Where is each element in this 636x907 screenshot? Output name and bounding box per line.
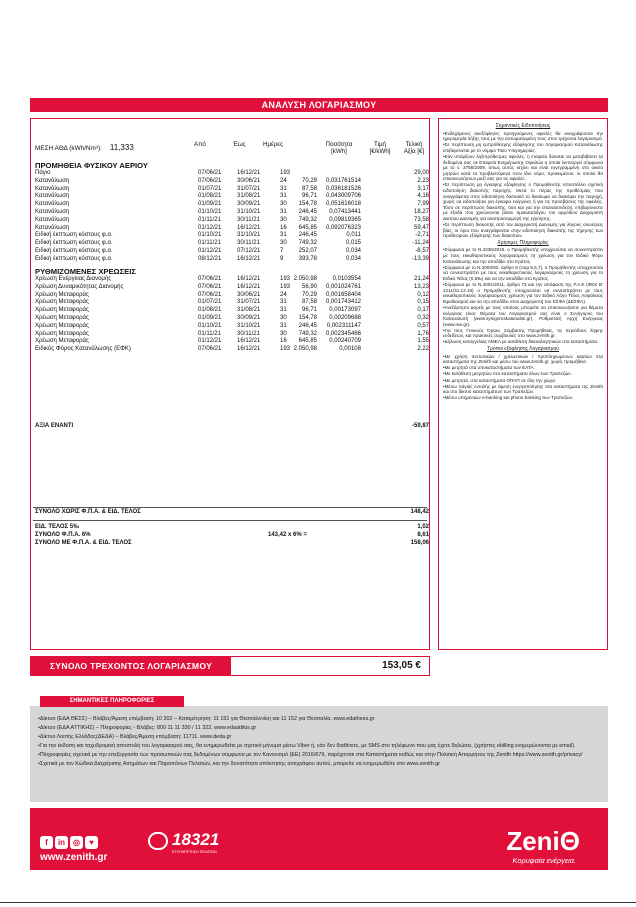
no-vat-value: 148,42 [410,509,429,515]
col-qty: Ποσότητα [kWh] [325,141,353,155]
row-from-date: 07/06/21 [198,170,222,176]
row-days: 24 [280,177,287,184]
notice-text: •Με χρήση πιστωτικών / χρεωστικών / προπληρωμένων καρτών στα καταστήματα της Zenith και μέσω του www.zenith.gr, χωρίς προμήθεια. [443,353,603,365]
row-price: 0,031761514 [325,177,361,184]
row-to-date: 16/12/21 [237,338,261,345]
row-total: 1,76 [417,330,429,337]
row-from-date: 01/11/21 [198,240,221,247]
current-total-amount: 153,05 € [382,660,421,671]
row-total: -8,57 [415,247,429,254]
row-from-date: 01/08/21 [198,193,222,200]
row-days: 193 [280,170,291,176]
info-line: •Πληροφορίες σχετικά με την επεξεργασία των προσωπικών σας δεδομένων σύμφωνα με τον Κανονισμό (ΕΕ) 2016/679, παρέχονται στα Καταστήματα καθώς και στην Πολιτική Απορρήτου της Zenith https://www.zenith.gr/privacy/ [38,752,583,758]
info-line: •Δίκτυο (ΕΔΑ ΑΤΤΙΚΗΣ) – Πληροφορίες - Βλάβες: 800 11 11 330 / 11 322. www.edaattikis.gr [38,725,257,731]
row-total: 3,17 [417,185,429,192]
phone-subtitle: ΕΞΥΠΗΡΕΤΗΣΗ ΠΕΛΑΤΩΝ [172,850,217,854]
table-row [35,338,429,346]
website-link[interactable]: www.zenith.gr [40,852,108,863]
row-quantity: 2.050,98 [293,276,317,282]
special-tax-label: ΕΙΔ. ΤΕΛΟΣ 5‰ [35,524,80,530]
row-total: 0,17 [417,307,429,314]
row-days: 193 [280,276,291,282]
table-row [35,217,429,225]
divider [33,507,427,508]
row-price: 0,036181526 [325,185,361,192]
notice-text: •Σύμφωνα με το Ν.4336/2015, ο Προμηθευτής υποχρεούται να συνεισπράττει με τους εκκαθαριστικούς λογαριασμούς τη χρέωση για τον Ειδικό Φόρο Κατανάλωσης και την αποδίδει στο Κράτος. [443,247,603,264]
row-price: 0,034 [345,247,361,254]
row-description: Ειδική έκπτωση κόστους φ.α. [35,247,113,254]
row-price: 0,043009706 [325,193,361,200]
row-total: -11,24 [412,240,429,247]
notice-text: •Για τους Γενικούς Όρους Σύμβασης Προμήθειας, τις περιόδους λήψης ενδείξεων, και πρακτικές συμβουλές στο www.zenith.gr. [443,327,603,339]
row-total: 0,57 [417,322,429,329]
row-days: 9 [280,255,284,262]
row-total: 18,27 [413,208,429,215]
row-to-date: 30/11/21 [237,330,260,337]
row-price: 0,001024761 [325,283,361,290]
info-line: •Δίκτυο Λοιπής Ελλάδας(ΔΕΔΑ) – Βλάβες/Άμεση επέμβαση: 11711. www.deda.gr [38,734,232,740]
notice-text: •Ανεξάρτητοι φορείς με τους οποίους μπορείτε να επικοινωνήσετε για θέματα ενέργειας είναι: Θέματα του Λογαριασμού σας είναι ο Συνήγορος του Καταναλωτή (www.synigoroskatanaloti.gr), Ρυθμιστική Αρχή Ενέργειας (www.rae.gr). [443,304,603,327]
table-row [35,323,429,331]
row-description: Χρέωση Μεταφοράς [35,299,89,306]
row-description: Χρέωση Δυναμικότητας Διανομής [35,283,124,290]
regulated-rows [35,276,429,354]
info-lines [38,715,600,769]
row-quantity: 749,32 [298,216,317,223]
row-price: 0,00240709 [329,338,361,345]
row-quantity: 246,45 [298,208,317,215]
current-total-label: ΣΥΝΟΛΟ ΤΡΕΧΟΝΤΟΣ ΛΟΓΑΡΙΑΣΜΟΥ [31,657,231,675]
row-price: 0,001743412 [325,299,361,306]
row-price: 0,07413441 [329,208,361,215]
row-total: 21,24 [413,276,429,282]
table-row [35,193,429,201]
row-price: 0,015 [345,240,361,247]
row-from-date: 01/07/21 [198,185,222,192]
row-from-date: 07/06/21 [198,276,222,282]
row-to-date: 07/12/21 [237,247,261,254]
row-total: 73,58 [413,216,429,223]
row-description: Ειδικός Φόρος Κατανάλωσης (ΕΦΚ) [35,346,131,353]
notice-text: •Σε περίπτωση μη έγκαιρης εξόφλησης ο Προμηθευτής αποστέλλει σχετική ειδοποίηση διακοπής παροχής. Μετά το πέρας της προθεσμίας που αναγράφεται στην ειδοποίηση δικτυακό το δικαίωμα να διακόψει την παροχή, χωρίς να ειδοποιήσει για έγκαιρα ενέργειες ή για τις προσβάσεις της οφειλής. Τόσο σε περίπτωση διακοπής, όσο και για την επανασύνδεση, επιβαρύνεστε με έξοδα που χρεώνονται βάσει τιμοκαταλόγου του αρμόδιου Διαχειριστή Δικτύου Διανομής για αναπροσαρμογή της εγγύησης. [443,182,603,221]
with-vat-value: 158,06 [410,539,429,546]
row-total: 0,12 [417,291,429,298]
row-quantity: 2.050,98 [293,346,317,353]
col-price: Τιμή [€/kWh] [369,141,391,155]
notice-text: •Σύμφωνα με το Ν.4001/2011, άρθρο 73 και την απόφαση της Ρ.Α.Ε (ΦΕΚ Β' 1211/31.12.18) ο Προμηθευτής υποχρεούται να συνεισπράττει με τους εκκαθαριστικούς λογαριασμούς χρέωση για τον Ειδικό Λόγο Τέλος Ασφάλειας Εφοδιασμού και να την αποδίδει στον Διαχειριστή του ΕΣΦΑ (ΔΕΣΦΑ). [443,282,603,304]
row-total: -2,71 [415,232,429,239]
row-total: 0,32 [417,314,429,321]
row-to-date: 31/07/21 [237,185,261,192]
row-to-date: 31/08/21 [237,193,261,200]
row-price: 0,09819365 [329,216,361,223]
row-quantity: 70,29 [301,177,317,184]
row-price: 0,002311147 [326,322,361,329]
row-description: Χρέωση Μεταφοράς [35,307,89,314]
tax-block [35,524,429,547]
row-price: 0,011 [346,232,361,239]
notice-text: •Με κατάθεση μετρητών στα καταστήματα όλων των Τραπεζών. [443,371,572,377]
row-quantity: 56,90 [301,283,317,290]
col-days: Ημέρες [263,141,284,148]
row-description: Κατανάλωση [35,208,70,215]
table-row [35,307,429,315]
row-price: 0,092076323 [325,224,361,231]
row-to-date: 16/12/21 [237,170,261,176]
row-quantity: 246,45 [298,322,317,329]
notice-text: •Εάν υπάρξουν ληξιπρόθεσμες οφειλές, η εταιρεία δύναται να μεταβιβάσει τα δεδομένα σας σε Εταιρεία Ενημέρωσης Οφειλών η οποία λειτουργεί σύμφωνα με το ν. 3758/2009, όπως αυτός ισχύει και είναι εγγεγραμμένη στο οικείο μητρώο κατά τα προβλεπόμενα στον ίδιο νόμο, προκειμένου, οι οποίοι θα επικοινωνήσουν μαζί σας για τις οφειλές. [443,153,603,182]
row-description: Χρέωση Ενέργειας Διανομής [35,276,112,282]
phone-number: 18321 [172,830,220,849]
table-row [35,232,429,240]
row-to-date: 30/11/21 [237,240,260,247]
row-from-date: 01/12/21 [198,338,222,345]
row-from-date: 01/10/21 [198,322,222,329]
row-from-date: 07/06/21 [198,283,222,290]
footer [30,808,608,870]
row-days: 16 [280,338,287,345]
row-description: Κατανάλωση [35,185,70,192]
row-total: 13,23 [413,283,429,290]
row-total: -13,39 [411,255,429,262]
axia-enanti-label: ΑΞΙΑ ΕΝΑΝΤΙ [35,423,74,429]
row-quantity: 246,45 [298,232,317,239]
gas-supply-rows [35,170,429,264]
row-description: Κατανάλωση [35,216,70,223]
row-quantity: 87,58 [301,185,317,192]
table-row [35,292,429,300]
row-from-date: 07/06/21 [198,291,222,298]
row-price: 0,0103554 [332,276,361,282]
row-days: 193 [280,283,291,290]
col-to: Έως [233,141,246,148]
row-description: Κατανάλωση [35,201,70,208]
notice-text: •Μέσω πάγιας εντολής με άμεση ενεργοποίησης στα καταστήματα της Zenith και στο δίκτυο καταστημάτων των Τραπεζών. [443,383,603,395]
axia-enanti-value: -59,87 [411,423,429,429]
row-days: 31 [280,185,287,192]
row-price: 0,00108 [339,346,361,353]
row-to-date: 16/12/21 [237,276,261,282]
row-description: Χρέωση Μεταφοράς [35,322,89,329]
info-line: •Για την έκδοση και ταχυδρομική αποστολή του λογαριασμού σας, θα ενημερωθείτε με σχετικό μήνυμα μέσω Viber ή, εάν δεν διαθέτετε, με SMS στο τηλέφωνο που μας έχετε δηλώσει, (χρήστες ebilling ενημερώνονται με email). [38,743,576,749]
row-quantity: 749,32 [298,240,317,247]
row-to-date: 16/12/21 [237,346,261,353]
info-line: •Δίκτυο (ΕΔΑ ΘΕΣΣ) – Βλάβες/Άμεση επέμβαση: 10 302 – Καταμέτρηση: 11 151 για Θεσσαλονίκη και 11 152 για Θεσσαλία. www.edathess.gr [38,716,375,722]
row-price: 0,002345466 [325,330,361,337]
table-row [35,170,429,178]
row-from-date: 01/12/21 [198,247,222,254]
payment-methods-heading: Τρόποι εξόφλησης Λογαριασμού [486,346,560,353]
section-gas-supply: ΠΡΟΜΗΘΕΙΑ ΦΥΣΙΚΟΥ ΑΕΡΙΟΥ [35,161,148,170]
useful-info-heading: Χρήσιμες Πληροφορίες [497,239,549,246]
notice-text: •Σε περίπτωση μη εμπρόθεσμης εξόφλησης του Λογαριασμού Κατανάλωσης επιβαρύνεται με το νόμιμο Τόκο Υπερημερίας. [443,142,603,153]
important-info-tag: ΣΗΜΑΝΤΙΚΕΣ ΠΛΗΡΟΦΟΡΙΕΣ [40,696,184,707]
row-from-date: 08/12/21 [198,255,222,262]
row-description: Χρέωση Μεταφοράς [35,330,89,337]
axia-enanti-row [35,423,429,431]
row-description: Ειδική έκπτωση κόστους φ.α. [35,255,113,262]
row-from-date: 01/12/21 [198,224,222,231]
analysis-panel [30,118,430,650]
row-total: 0,15 [417,299,429,306]
row-to-date: 30/09/21 [237,201,261,208]
phone-icon [148,832,168,850]
info-line: •Σχετικά με τον Κώδικα Διαχείρισης Αιτημάτων και Παραπόνων Πελατών, και την δυνατότητα απόκτησης αντιγράφου αυτού, μπορείτε να ενημερωθείτε στο www.zenith.gr [38,761,441,767]
row-quantity: 70,29 [301,291,317,298]
row-quantity: 645,85 [298,224,317,231]
row-price: 0,051616018 [325,201,361,208]
notice-text: •Με μετρητά στα υποκαταστήματα των ΕΛΤΑ. [443,365,535,371]
row-days: 30 [280,240,287,247]
row-to-date: 31/08/21 [237,307,261,314]
row-days: 193 [280,346,291,353]
row-from-date: 07/06/21 [198,177,222,184]
row-price: 0,034 [345,255,361,262]
row-quantity: 96,71 [301,307,317,314]
row-price: 0,00209688 [329,314,361,321]
row-days: 24 [280,291,287,298]
slogan: Κορυφαία ενέργεια. [512,856,576,865]
row-to-date: 30/06/21 [237,291,261,298]
row-to-date: 31/10/21 [237,322,261,329]
row-from-date: 01/11/21 [198,216,221,223]
row-from-date: 01/08/21 [198,307,222,314]
row-days: 31 [280,193,287,200]
table-row [35,256,429,264]
row-price: 0,001658404 [325,291,361,298]
row-to-date: 30/11/21 [237,216,260,223]
social-icons [40,836,98,849]
twitter-icon[interactable]: ♥ [85,836,98,849]
row-from-date: 01/11/21 [198,330,221,337]
row-from-date: 07/06/21 [198,346,222,353]
notice-text: •Σε περίπτωση διακοπής από τον Διαχειριστή Διανομής για λόγους ανωτέρας βίας, οι όροι που αναγράφονται στην ειδοποίηση διακοπής της τήρησης των προθεσμιών εξόφλησης των διακοπών. [443,222,603,239]
row-days: 16 [280,224,287,231]
notices-heading: Σημαντικές Ειδοποιήσεις [495,123,551,129]
row-quantity: 154,78 [298,314,317,321]
row-description: Χρέωση Μεταφοράς [35,291,89,298]
meter-value: 11,333 [109,143,134,152]
col-total: Τελική Αξία [€] [403,141,425,155]
table-row [35,186,429,194]
row-quantity: 749,32 [298,330,317,337]
divider [33,520,427,521]
row-to-date: 30/06/21 [237,177,261,184]
row-description: Χρέωση Μεταφοράς [35,338,89,345]
vat-calc: 143,42 x 6% = [268,531,307,538]
instagram-icon[interactable]: ◎ [70,836,83,849]
row-total: 59,47 [413,224,429,231]
row-days: 7 [280,247,284,254]
row-description: Ειδική έκπτωση κόστους φ.α. [35,232,113,239]
row-description: Ειδική έκπτωση κόστους φ.α. [35,240,113,247]
row-total: 29,00 [413,170,429,176]
row-quantity: 96,71 [301,193,317,200]
row-description: Κατανάλωση [35,224,70,231]
section-regulated: ΡΥΘΜΙΖΟΜΕΝΕΣ ΧΡΕΩΣΕΙΣ [35,267,136,276]
notices-panel [438,118,608,650]
notice-text: •Μέσω υπηρεσιών e-banking και phone banking των Τραπεζών. [443,395,574,401]
row-total: 2,22 [417,346,429,353]
page-bottom-line [0,902,636,903]
row-total: 2,23 [417,177,429,184]
row-days: 30 [280,201,287,208]
table-row [35,209,429,217]
row-days: 31 [280,322,287,329]
row-quantity: 393,78 [298,255,317,262]
no-vat-label: ΣΥΝΟΛΟ ΧΩΡΙΣ Φ.Π.Α. & ΕΙΔ. ΤΕΛΟΣ [35,509,141,515]
table-row [35,276,429,284]
row-days: 31 [280,299,287,306]
row-quantity: 252,07 [298,247,317,254]
row-description: Κατανάλωση [35,177,70,184]
row-quantity: 87,58 [301,299,317,306]
row-to-date: 31/07/21 [237,299,261,306]
row-to-date: 16/12/21 [237,224,261,231]
row-price: 0,00173097 [329,307,361,314]
row-days: 30 [280,330,287,337]
table-row [35,248,429,256]
notice-text: •Με μετρητά, στα καταστήματα ΟΠΑΠ σε όλη την χώρα. [443,377,557,383]
table-row [35,201,429,209]
row-to-date: 31/10/21 [237,208,261,215]
vat-label: ΣΥΝΟΛΟ Φ.Π.Α. 6% [35,531,91,538]
table-row [35,331,429,339]
row-description: Κατανάλωση [35,193,70,200]
vat-value: 8,61 [417,531,429,538]
current-total-bar [30,656,430,676]
notice-text: •Δήλωση καταγγελίας ΑΜΕΑ με κατάθεση δικαιολογητικών στα καταστήματα. [443,339,599,345]
col-from: Από [194,141,206,148]
with-vat-label: ΣΥΝΟΛΟ ΜΕ Φ.Π.Α. & ΕΙΔ. ΤΕΛΟΣ [35,539,132,546]
row-days: 30 [280,314,287,321]
row-days: 30 [280,216,287,223]
table-row [35,299,429,307]
customer-service [148,830,248,856]
row-total: 1,55 [417,338,429,345]
row-to-date: 30/09/21 [237,314,261,321]
row-to-date: 16/12/21 [237,283,261,290]
zenith-logo: ZeniΘ [506,826,580,856]
special-tax-value: 1,02 [417,524,429,530]
row-to-date: 31/10/21 [237,232,261,239]
page-title: ΑΝΑΛΥΣΗ ΛΟΓΑΡΙΑΣΜΟΥ [30,98,608,112]
row-from-date: 01/09/21 [198,201,222,208]
important-info-box [30,706,608,802]
row-days: 31 [280,307,287,314]
table-row [35,284,429,292]
row-to-date: 16/12/21 [237,255,261,262]
row-quantity: 154,78 [298,201,317,208]
linkedin-icon[interactable]: in [55,836,68,849]
table-row [35,315,429,323]
notice-text: •Ενδεχόμενες ανεξόφλητες προηγούμενες οφειλές θα αναγράφονται την ημερομηνία λήξης τους με την ενσωματωμένη τους στον τρέχοντα λογαριασμό. [443,130,603,142]
row-from-date: 01/10/21 [198,232,222,239]
notice-text: •Σύμφωνα με το Ν.2093/92, άρθρο 9 (παρ.5,6,7), ο Προμηθευτής υποχρεούται να συνεισπράττει με τους εκκαθαριστικούς λογαριασμούς τη χρέωση για το Ειδικό Τέλος (0,5‰) και να την αποδίδει στο Κράτος. [443,264,603,281]
table-row [35,346,429,354]
facebook-icon[interactable]: f [40,836,53,849]
totals-block [35,509,429,517]
row-total: 7,99 [417,201,429,208]
row-days: 31 [280,232,287,239]
row-quantity: 645,85 [298,338,317,345]
row-description: Χρέωση Μεταφοράς [35,314,89,321]
row-from-date: 01/10/21 [198,208,222,215]
meter-label: ΜΕΣΗ ΑΘΔ (kWh/Nm³): [35,145,102,152]
row-description: Πάγιο [35,170,51,176]
row-days: 31 [280,208,287,215]
table-row [35,178,429,186]
table-row [35,240,429,248]
row-from-date: 01/07/21 [198,299,222,306]
row-from-date: 01/09/21 [198,314,222,321]
row-total: 4,16 [417,193,429,200]
meter-info [35,143,134,152]
